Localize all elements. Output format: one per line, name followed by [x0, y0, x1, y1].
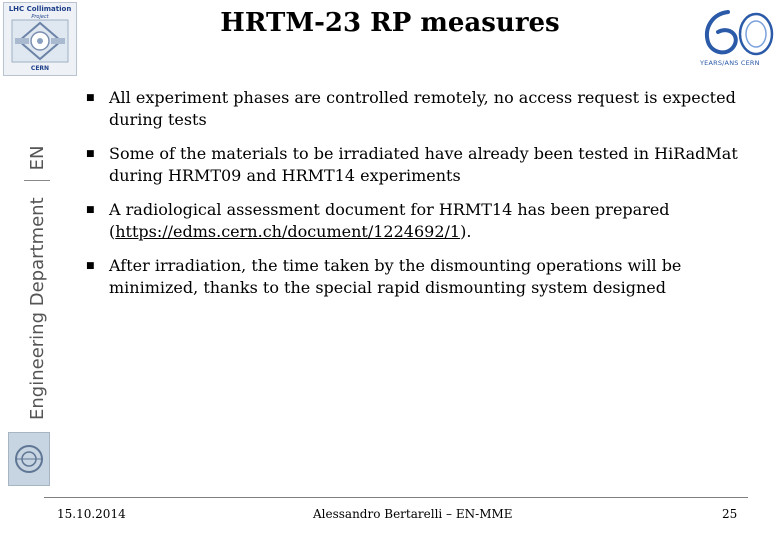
logo-line3: CERN [30, 65, 50, 72]
bullet-item [84, 87, 764, 131]
page-title: HRTM-23 RP measures [220, 8, 560, 38]
bullet-text: All experiment phases are controlled remotely, no access request is expected during tests [109, 88, 736, 129]
bullet-text: After irradiation, the time taken by the dismounting operations will be minimized, thanks to the special rapid dismounting system designed [109, 256, 682, 297]
cern-emblem-icon [9, 433, 49, 485]
footer-divider [44, 497, 748, 498]
bullet-text-after: ). [460, 222, 472, 241]
logo-line1: LHC Collimation [8, 5, 72, 13]
square-bullet-icon: ■ [86, 261, 95, 271]
bullet-item [84, 255, 764, 299]
bullet-item [84, 199, 764, 243]
square-bullet-icon: ■ [86, 205, 95, 215]
bullet-text [109, 199, 764, 243]
department-side-label [22, 120, 52, 420]
square-bullet-icon: ■ [86, 93, 95, 103]
bullet-text: Some of the materials to be irradiated have already been tested in HiRadMat during HRMT09 and HRMT14 experiments [109, 144, 738, 185]
department-code: EN [26, 145, 48, 171]
logo-line2: Project [31, 14, 49, 20]
footer-date: 15.10.2014 [57, 507, 126, 521]
square-bullet-icon: ■ [86, 149, 95, 159]
years-label: YEARS/ANS CERN [700, 59, 760, 67]
side-divider [24, 180, 50, 181]
bullet-list [84, 87, 764, 311]
cern-logo [8, 432, 50, 486]
sixty-years-icon [698, 6, 778, 60]
edms-document-link[interactable]: https://edms.cern.ch/document/1224692/1 [115, 222, 461, 241]
department-name: Engineering Department [26, 197, 48, 420]
cern-60-years-logo [698, 6, 778, 70]
footer-author: Alessandro Bertarelli – EN-MME [313, 507, 513, 521]
bullet-item [84, 143, 764, 187]
bullet-text-before: A radiological assessment document for HRMT14 has been prepared ( [109, 200, 670, 241]
page-number: 25 [722, 507, 738, 521]
